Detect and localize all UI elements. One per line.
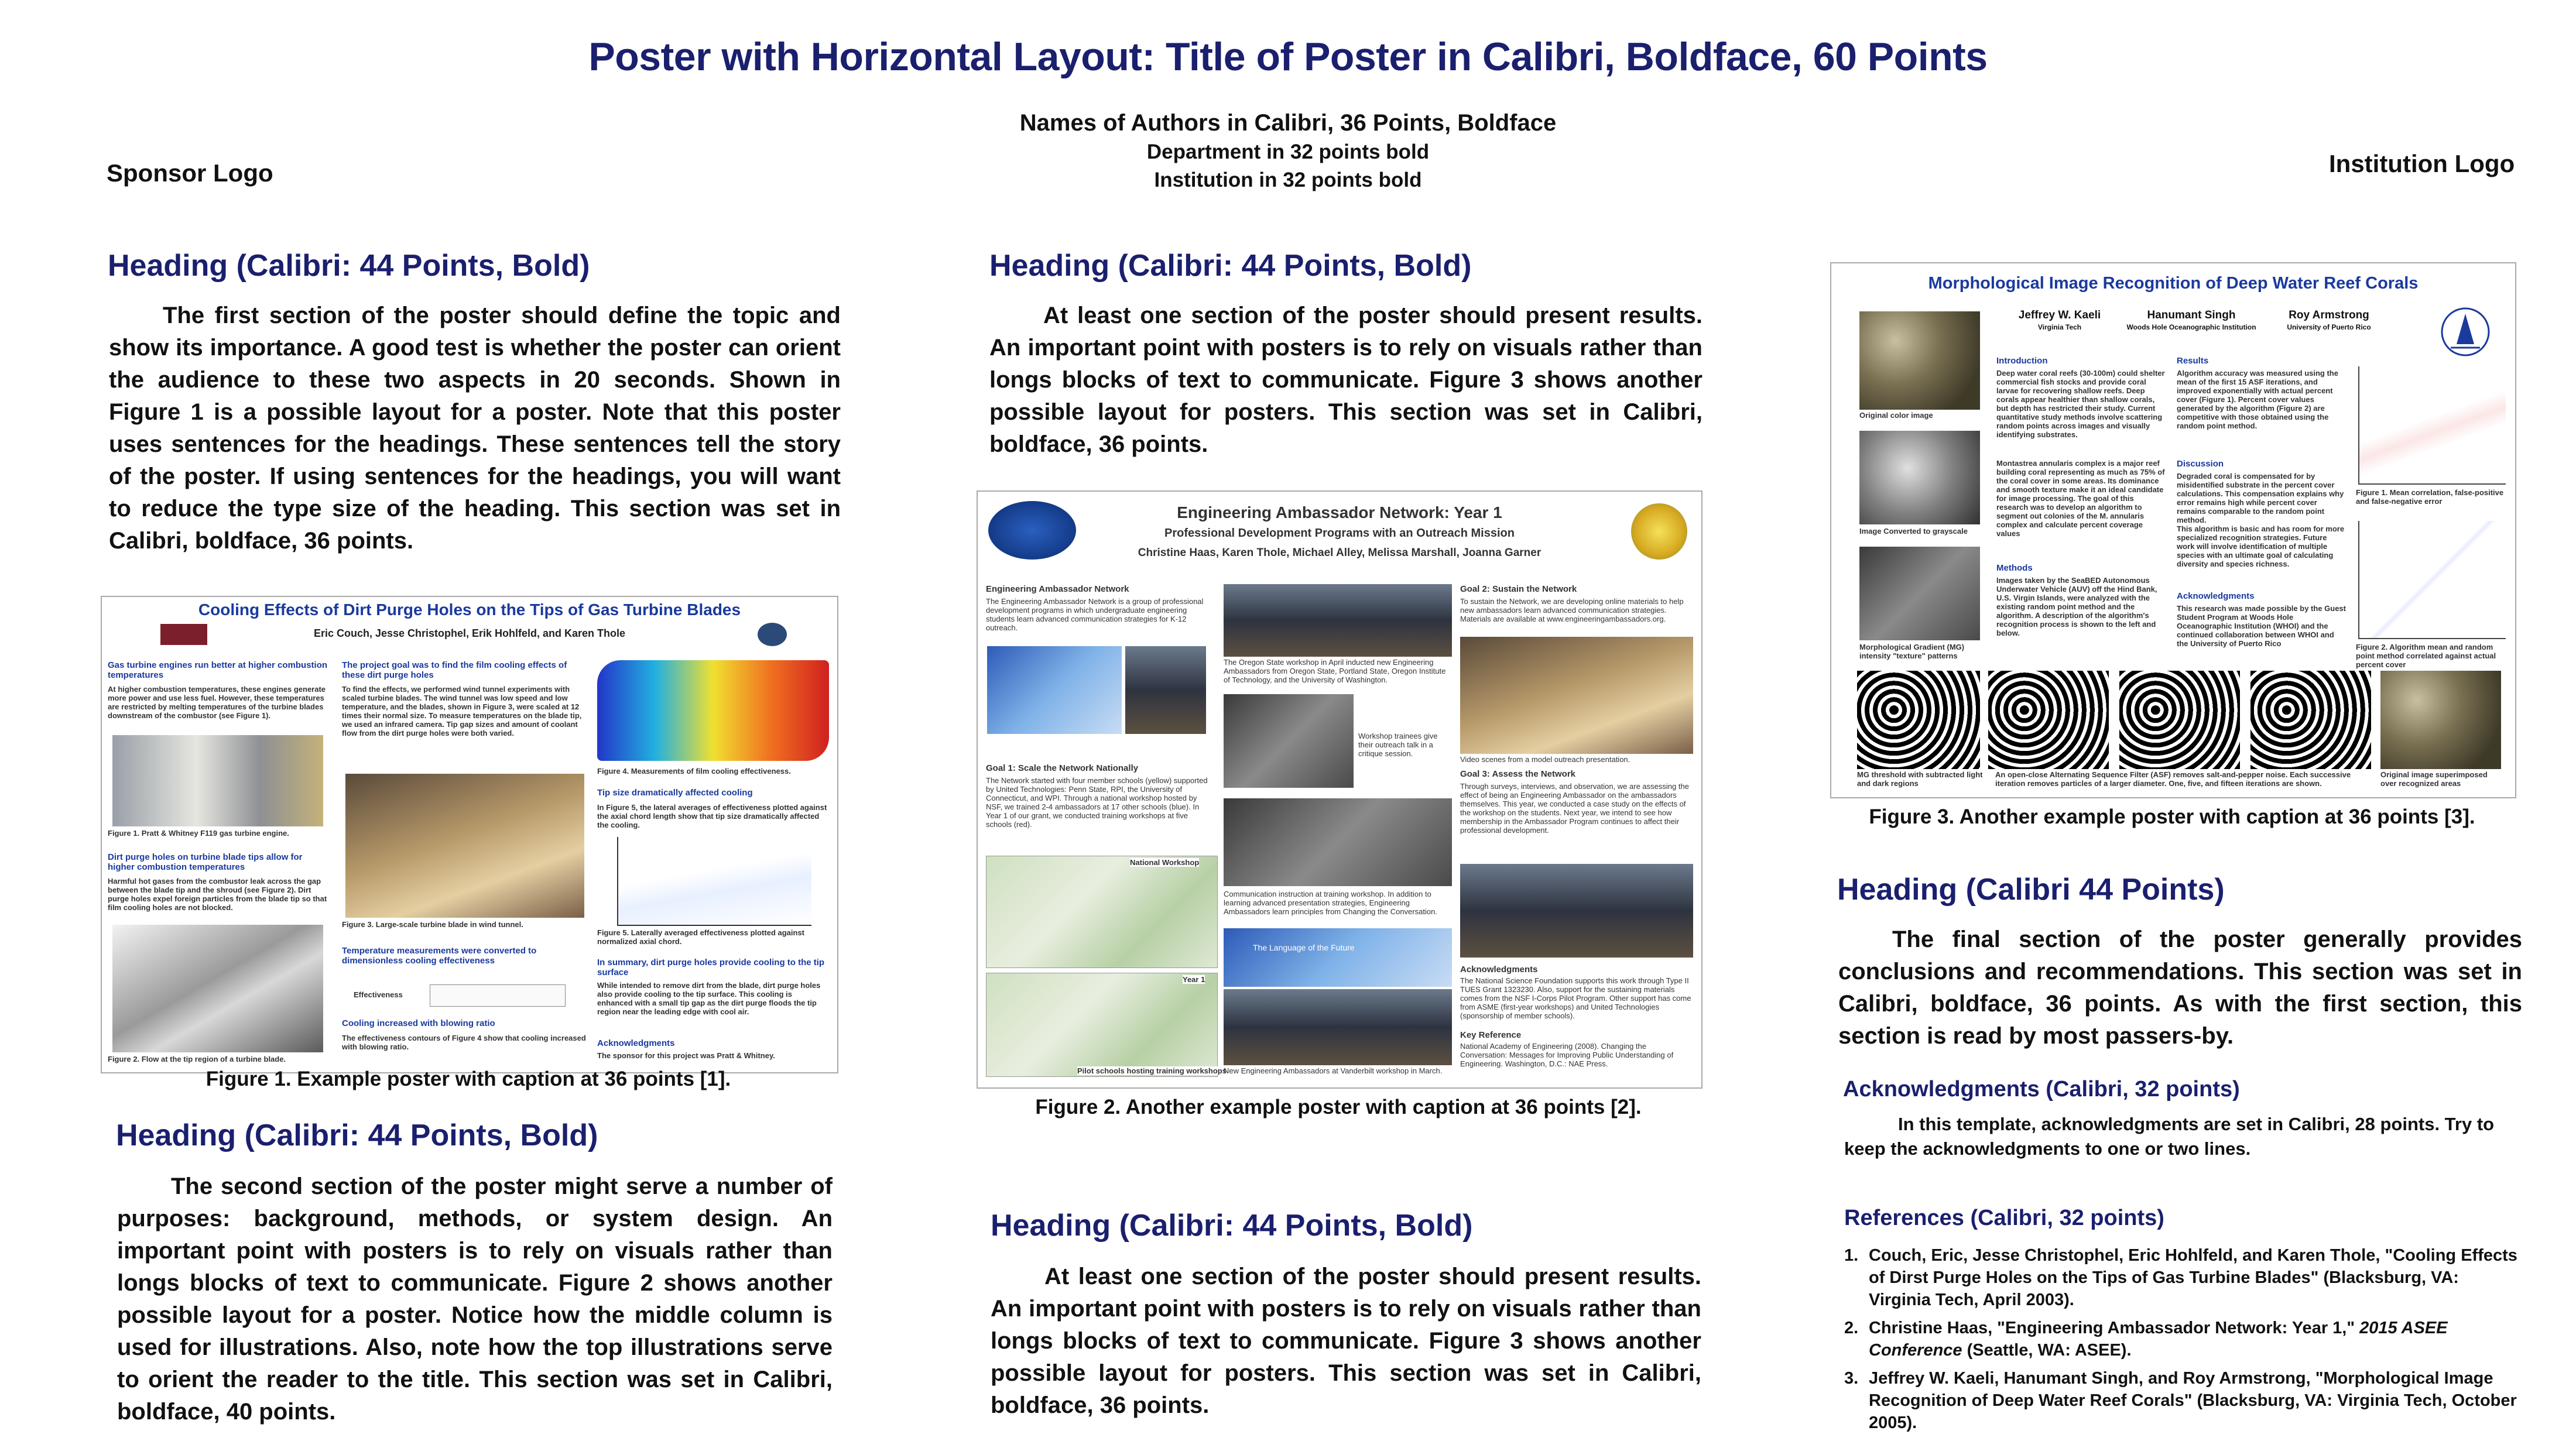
reference-text <box>1869 1317 2523 1361</box>
reference-number: 2. <box>1844 1319 1859 1337</box>
f2-photo-vanderbilt <box>1224 989 1452 1065</box>
f3-graph2-caption: Figure 2. Algorithm mean and random point method correlated against actual percent cover <box>2356 643 2496 669</box>
figure-3-caption: Figure 3. Another example poster with caption at 36 points [3]. <box>1869 805 2475 828</box>
right-heading: Heading (Calibri 44 Points) <box>1837 873 2225 907</box>
f3-discussion-text-2: This algorithm is basic and has room for more specialized recognition strategies. Future work will involve identification of multiple species with an ultimate goal of calculating diversity and species richness. <box>2177 524 2345 568</box>
f2-photo-critique <box>1224 694 1354 788</box>
reference-text-a: Christine Haas, "Engineering Ambassador Network: Year 1," <box>1869 1319 2360 1337</box>
wind-tunnel-photo <box>345 774 584 918</box>
f3-methods-head: Methods <box>1996 563 2033 573</box>
poster-title: Poster with Horizontal Layout: Title of Poster in Calibri, Boldface, 60 Points <box>588 35 1988 79</box>
f2-video-scenes <box>1460 637 1693 754</box>
department: Department in 32 points bold <box>1146 140 1430 163</box>
left-paragraph-2 <box>117 1171 833 1428</box>
f1-s1-text: At higher combustion temperatures, these engines generate more power and use less fuel. However, these temperatures are restricted by melting temperatures of the turbine blades downstream of the combustor (see Figure 1). <box>108 685 326 720</box>
right-paragraph-text: The final section of the poster generally provides conclusions and recommendations. This section was set in Calibri, boldface, 36 points. As with the first section, this section is read by most passers-by. <box>1838 927 2522 1049</box>
f3-grayscale-image <box>1859 431 1980 524</box>
acknowledgments-text <box>1844 1112 2523 1161</box>
left-paragraph-1 <box>109 300 841 557</box>
middle-paragraph-2 <box>991 1261 1701 1422</box>
f2-year1-map <box>986 973 1218 1077</box>
f2-map-caption: Pilot schools hosting training workshops <box>1077 1066 1227 1075</box>
f1-fig-e-caption: Figure 5. Laterally averaged effectiveness plotted against normalized axial chord. <box>597 928 805 946</box>
f3-original-image <box>1859 311 1980 410</box>
f2-national-map <box>986 856 1218 968</box>
left-heading-2: Heading (Calibri: 44 Points, Bold) <box>116 1118 598 1152</box>
f2-photo-caption-2: Workshop trainees give their outreach talk in a critique session. <box>1358 732 1438 758</box>
reference-number: 3. <box>1844 1369 1859 1388</box>
f2-s1-head: Engineering Ambassador Network <box>986 584 1129 594</box>
f2-photo-group <box>1460 864 1693 958</box>
f3-img1-caption: Original color image <box>1859 411 1933 420</box>
institution-logo: Institution Logo <box>2329 150 2515 177</box>
institution: Institution in 32 points bold <box>1154 169 1422 191</box>
reference-item <box>1844 1244 2523 1311</box>
f2-photo-presentation <box>987 646 1122 734</box>
f2-ref-text: National Academy of Engineering (2008). Changing the Conversation: Messages for Improving Public Understanding of Engineering. Washington, D.C.: NAE Press. <box>1460 1042 1674 1068</box>
f1-effectiveness-label: Effectiveness <box>354 990 403 999</box>
acknowledgments-heading: Acknowledgments (Calibri, 32 points) <box>1843 1077 2240 1102</box>
f2-ack-head: Acknowledgments <box>1460 965 1538 975</box>
f2-s2-head: Goal 1: Scale the Network Nationally <box>986 763 1139 773</box>
f3-graph1-caption: Figure 1. Mean correlation, false-positive and false-negative error <box>2356 488 2504 506</box>
effectiveness-contours <box>597 660 829 761</box>
f3-methods-text: Images taken by the SeaBED Autonomous Underwater Vehicle (AUV) off the Hind Bank, U.S. Virgin Islands, were analyzed with the existing random point method and the algorithm. A description of the algorithm's recognition process is shown to the left and below. <box>1996 576 2157 637</box>
middle-heading-2: Heading (Calibri: 44 Points, Bold) <box>991 1209 1473 1243</box>
f3-graph-1 <box>2358 366 2506 485</box>
f2-photo-students <box>1125 646 1206 734</box>
f2-ack-text: The National Science Foundation supports this work through Type II TUES Grant 1323230. Also, support for the sustaining materials comes from the NSF I-Corps Pilot Program. Other support has come from ASME (first-year workshops) and United Technologies (sponsorship of member schools). <box>1460 976 1691 1020</box>
left-paragraph-2-text: The second section of the poster might serve a number of purposes: background, methods, or system design. An important point with posters is to rely on visuals rather than longs blocks of text to communicate. Figure 2 shows another possible layout for a poster. Notice how the middle column is used for illustrations. Also, note how the top illustrations serve to orient the reader to the title. This section was set in Calibri, boldface, 40 points. <box>117 1174 833 1425</box>
eagle-logo <box>758 623 787 646</box>
middle-heading-1: Heading (Calibri: 44 Points, Bold) <box>989 249 1472 283</box>
figure-1-caption: Figure 1. Example poster with caption at 36 points [1]. <box>205 1068 731 1090</box>
reference-text-c: (Seattle, WA: ASEE). <box>1962 1341 2132 1360</box>
f1-s4-head: Temperature measurements were converted to dimensionless cooling effectiveness <box>342 946 537 966</box>
left-heading-1: Heading (Calibri: 44 Points, Bold) <box>108 249 590 283</box>
f3-affil-3: University of Puerto Rico <box>2287 323 2371 331</box>
figure-3-title: Morphological Image Recognition of Deep Water Reef Corals <box>1928 274 2419 293</box>
nsf-logo <box>1631 503 1687 560</box>
tip-size-plot <box>617 837 811 926</box>
middle-paragraph-2-text: At least one section of the poster should present results. An important point with posters is to rely on visuals rather than longs blocks of text to communicate. Figure 3 shows another possible layout for posters. This section was set in Calibri, boldface, 36 points. <box>991 1264 1701 1418</box>
f2-photo-caption-3: Communication instruction at training workshop. In addition to learning advanced presentation strategies, Engineering Ambassadors learn principles from Changing the Conversation. <box>1224 890 1437 916</box>
f2-s1-text: The Engineering Ambassador Network is a group of professional development programs in which undergraduate engineering students learn advanced communication strategies for K-12 outreach. <box>986 597 1204 632</box>
middle-paragraph-1 <box>989 300 1703 461</box>
figure-1-title: Cooling Effects of Dirt Purge Holes on the Tips of Gas Turbine Blades <box>198 601 741 619</box>
f3-results-head: Results <box>2177 356 2209 366</box>
f1-s2-text: Harmful hot gases from the combustor leak across the gap between the blade tip and the shroud (see Figure 2). Dirt purge holes expel foreign particles from the blade tip so that film cooling holes are not blocked. <box>108 877 327 912</box>
figure-2-poster <box>977 490 1703 1089</box>
f1-ack-head: Acknowledgments <box>597 1038 675 1048</box>
f2-s4-head: Goal 3: Assess the Network <box>1460 769 1576 779</box>
f3-bottom-caption-2: An open-close Alternating Sequence Filter (ASF) removes salt-and-pepper noise. Each successive iteration removes particles of a larger diameter. One, five, and fifteen iterations are shown. <box>1995 770 2351 788</box>
references-list <box>1844 1244 2523 1434</box>
blade-tip-diagram <box>112 925 323 1052</box>
sponsor-logo: Sponsor Logo <box>107 159 273 187</box>
figure-3-poster <box>1830 262 2516 798</box>
f1-s7-head: In summary, dirt purge holes provide cooling to the tip surface <box>597 958 825 977</box>
figure-2-title: Engineering Ambassador Network: Year 1 <box>1177 503 1502 521</box>
reference-item <box>1844 1367 2523 1434</box>
whoi-logo <box>2439 306 2492 358</box>
f1-fig-a-caption: Figure 1. Pratt & Whitney F119 gas turbine engine. <box>108 829 289 838</box>
f3-affil-2: Woods Hole Oceanographic Institution <box>2126 323 2256 331</box>
f3-threshold-image <box>1857 671 1980 769</box>
f2-map-label-1: National Workshop <box>1130 858 1200 867</box>
figure-2-subtitle: Professional Development Programs with an Outreach Mission <box>1164 527 1515 540</box>
figure-2-caption: Figure 2. Another example poster with caption at 36 points [2]. <box>1035 1096 1642 1118</box>
f2-s4-text: Through surveys, interviews, and observation, we are assessing the effect of being an Engineering Ambassador on the ambassadors themselves. This year, we conducted a case study on the effects of the workshop on the students. Next year, we intend to see how membership in the Ambassador Program continues to affect their professional development. <box>1460 782 1689 835</box>
right-paragraph <box>1838 924 2522 1052</box>
engine-image <box>112 735 323 826</box>
f1-s2-head: Dirt purge holes on turbine blade tips allow for higher combustion temperatures <box>108 852 303 872</box>
f2-photo-caption-4: New Engineering Ambassadors at Vanderbilt workshop in March. <box>1224 1066 1443 1075</box>
f3-graph-2 <box>2358 521 2506 639</box>
f3-intro-text: Deep water coral reefs (30-100m) could shelter commercial fish stocks and provide coral larvae for recovering shallow reefs. Deep corals appear healthier than shallow corals, but depth has restricted their study. Current quantitative study methods involve scattering random points across images and visually identifying substrates. <box>1996 369 2165 439</box>
f3-results-text: Algorithm accuracy was measured using the mean of the first 15 ASF iterations, and improved exponentially with actual percent cover (Figure 1). Percent cover values generated by the algorithm (Figure 2) are competitive with those obtained using the random point method. <box>2177 369 2338 430</box>
f2-photo-oregon-workshop <box>1224 584 1452 657</box>
f1-s5-head: Cooling increased with blowing ratio <box>342 1018 495 1028</box>
f3-author-1: Jeffrey W. Kaeli <box>2018 309 2101 321</box>
f3-bottom-caption-3: Original image superimposed over recognized areas <box>2380 770 2488 788</box>
effectiveness-equation <box>430 984 566 1007</box>
f3-gradient-image <box>1859 547 1980 640</box>
f1-s7-text: While intended to remove dirt from the blade, dirt purge holes also provide cooling to the tip surface. This cooling is enhanced with a small tip gap as the dirt purge floods the tip region near the leading edge with cool air. <box>597 981 821 1016</box>
author-names: Names of Authors in Calibri, 36 Points, Boldface <box>1019 110 1557 136</box>
f3-asf-image-2 <box>2119 671 2240 769</box>
f2-photo-caption-5: Video scenes from a model outreach presentation. <box>1460 755 1630 764</box>
f2-s2-text: The Network started with four member schools (yellow) supported by United Technologies: Penn State, RPI, the University of Connecticut, and WPI. Through a national workshop hosted by NSF, we trained 2-4 ambassadors at 17 other schools (blue). In Year 1 of our grant, we conducted training workshops at five schools (red). <box>986 776 1208 829</box>
f3-bottom-caption-1: MG threshold with subtracted light and dark regions <box>1857 770 1983 788</box>
f1-s6-head: Tip size dramatically affected cooling <box>597 788 753 798</box>
f3-ack-text: This research was made possible by the Guest Student Program at Woods Hole Oceanographic Institution (WHOI) and the continued collaboration between WHOI and the University of Puerto Rico <box>2177 604 2346 648</box>
f3-intro-text-2: Montastrea annularis complex is a major reef building coral representing as much as 75% of the coral cover in some areas. Its dominance and smooth texture make it an ideal candidate for image processing. The goal of this research was to develop an algorithm to segment out colonies of the M. annularis complex and calculate percent coverage values <box>1996 459 2165 538</box>
f3-asf-image-3 <box>2250 671 2371 769</box>
f2-photo-instruction <box>1224 798 1452 886</box>
f2-s3-head: Goal 2: Sustain the Network <box>1460 584 1577 594</box>
reference-item <box>1844 1317 2523 1361</box>
f1-s3-head: The project goal was to find the film cooling effects of these dirt purge holes <box>342 660 567 680</box>
reference-text-b: 2015 ASEE Conference <box>1869 1319 2448 1360</box>
f3-discussion-text: Degraded coral is compensated for by misidentified substrate in the percent cover calculations. This compensation explains why error remains high while percent cover remains comparable to the random point method. <box>2177 472 2344 524</box>
f2-slide-text: The Language of the Future <box>1253 943 1355 952</box>
f2-map-label-2: Year 1 <box>1183 975 1205 984</box>
reference-number: 1. <box>1844 1246 1859 1265</box>
figure-2-authors: Christine Haas, Karen Thole, Michael Alley, Melissa Marshall, Joanna Garner <box>1138 547 1542 559</box>
f3-superimposed-image <box>2380 671 2501 769</box>
f1-fig-c-caption: Figure 3. Large-scale turbine blade in wind tunnel. <box>342 920 523 929</box>
f3-author-2: Hanumant Singh <box>2147 309 2236 321</box>
f2-ref-head: Key Reference <box>1460 1030 1522 1040</box>
f3-asf-image-1 <box>1988 671 2109 769</box>
middle-paragraph-1-text: At least one section of the poster should present results. An important point with posters is to rely on visuals rather than longs blocks of text to communicate. Figure 3 shows another possible layout for posters. This section was set in Calibri, boldface, 36 points. <box>989 303 1703 457</box>
acknowledgments-text-body: In this template, acknowledgments are set in Calibri, 28 points. Try to keep the acknowledgments to one or two lines. <box>1844 1114 2495 1159</box>
f2-s3-text: To sustain the Network, we are developing online materials to help new ambassadors learn advanced communication strategies. Materials are available at www.engineeringambassadors.org. <box>1460 597 1684 623</box>
f1-s3-text: To find the effects, we performed wind tunnel experiments with scaled turbine blades. The wind tunnel was low speed and low temperature, and the blades, shown in Figure 3, were scaled at 12 times their normal size. To measure temperatures on the blade tip, we used an infrared camera. Tip gap sizes and amount of coolant flow from the dirt purge holes were both varied. <box>342 685 582 737</box>
f3-author-3: Roy Armstrong <box>2289 309 2369 321</box>
f3-img2-caption: Image Converted to grayscale <box>1859 527 1968 536</box>
f3-discussion-head: Discussion <box>2177 459 2224 469</box>
references-heading: References (Calibri, 32 points) <box>1844 1206 2164 1230</box>
f3-ack-head: Acknowledgments <box>2177 591 2255 601</box>
reference-text: Jeffrey W. Kaeli, Hanumant Singh, and Roy Armstrong, "Morphological Image Recognition of Deep Water Reef Corals" (Blacksburg, VA: Virginia Tech, October 2005). <box>1869 1369 2517 1432</box>
f2-photo-caption-1: The Oregon State workshop in April inducted new Engineering Ambassadors from Oregon State, Portland State, Oregon Institute of Technology, and the University of Washington. <box>1224 658 1446 684</box>
f2-slide <box>1224 928 1452 987</box>
f3-affil-1: Virginia Tech <box>2037 323 2082 331</box>
f1-s5-text: The effectiveness contours of Figure 4 show that cooling increased with blowing ratio. <box>342 1034 586 1051</box>
left-paragraph-1-text: The first section of the poster should define the topic and show its importance. A good test is whether the poster can orient the audience to these two aspects in 20 seconds. Shown in Figure 1 is a possible layout for a poster. Note that this poster uses sentences for the headings. These sentences tell the story of the poster. If using sentences for the headings, you will want to reduce the type size of the heading. This section was set in Calibri, boldface, 36 points. <box>109 303 841 554</box>
f3-img3-caption: Morphological Gradient (MG) intensity "texture" patterns <box>1859 643 1965 660</box>
f1-s6-text: In Figure 5, the lateral averages of effectiveness plotted against the axial chord length show that tip size dramatically affected the cooling. <box>597 803 827 829</box>
f3-intro-head: Introduction <box>1996 356 2048 366</box>
reference-text: Couch, Eric, Jesse Christophel, Eric Hohlfeld, and Karen Thole, "Cooling Effects of Dirst Purge Holes on the Tips of Gas Turbine Blades" (Blacksburg, VA: Virginia Tech, April 2003). <box>1869 1246 2517 1309</box>
figure-1-poster <box>101 596 838 1073</box>
f1-fig-d-caption: Figure 4. Measurements of film cooling effectiveness. <box>597 767 791 776</box>
f1-s1-head: Gas turbine engines run better at higher combustion temperatures <box>108 660 328 680</box>
f1-fig-b-caption: Figure 2. Flow at the tip region of a turbine blade. <box>108 1055 286 1063</box>
f1-ack-text: The sponsor for this project was Pratt & Whitney. <box>597 1051 775 1060</box>
figure-1-authors: Eric Couch, Jesse Christophel, Erik Hohlfeld, and Karen Thole <box>313 627 626 639</box>
